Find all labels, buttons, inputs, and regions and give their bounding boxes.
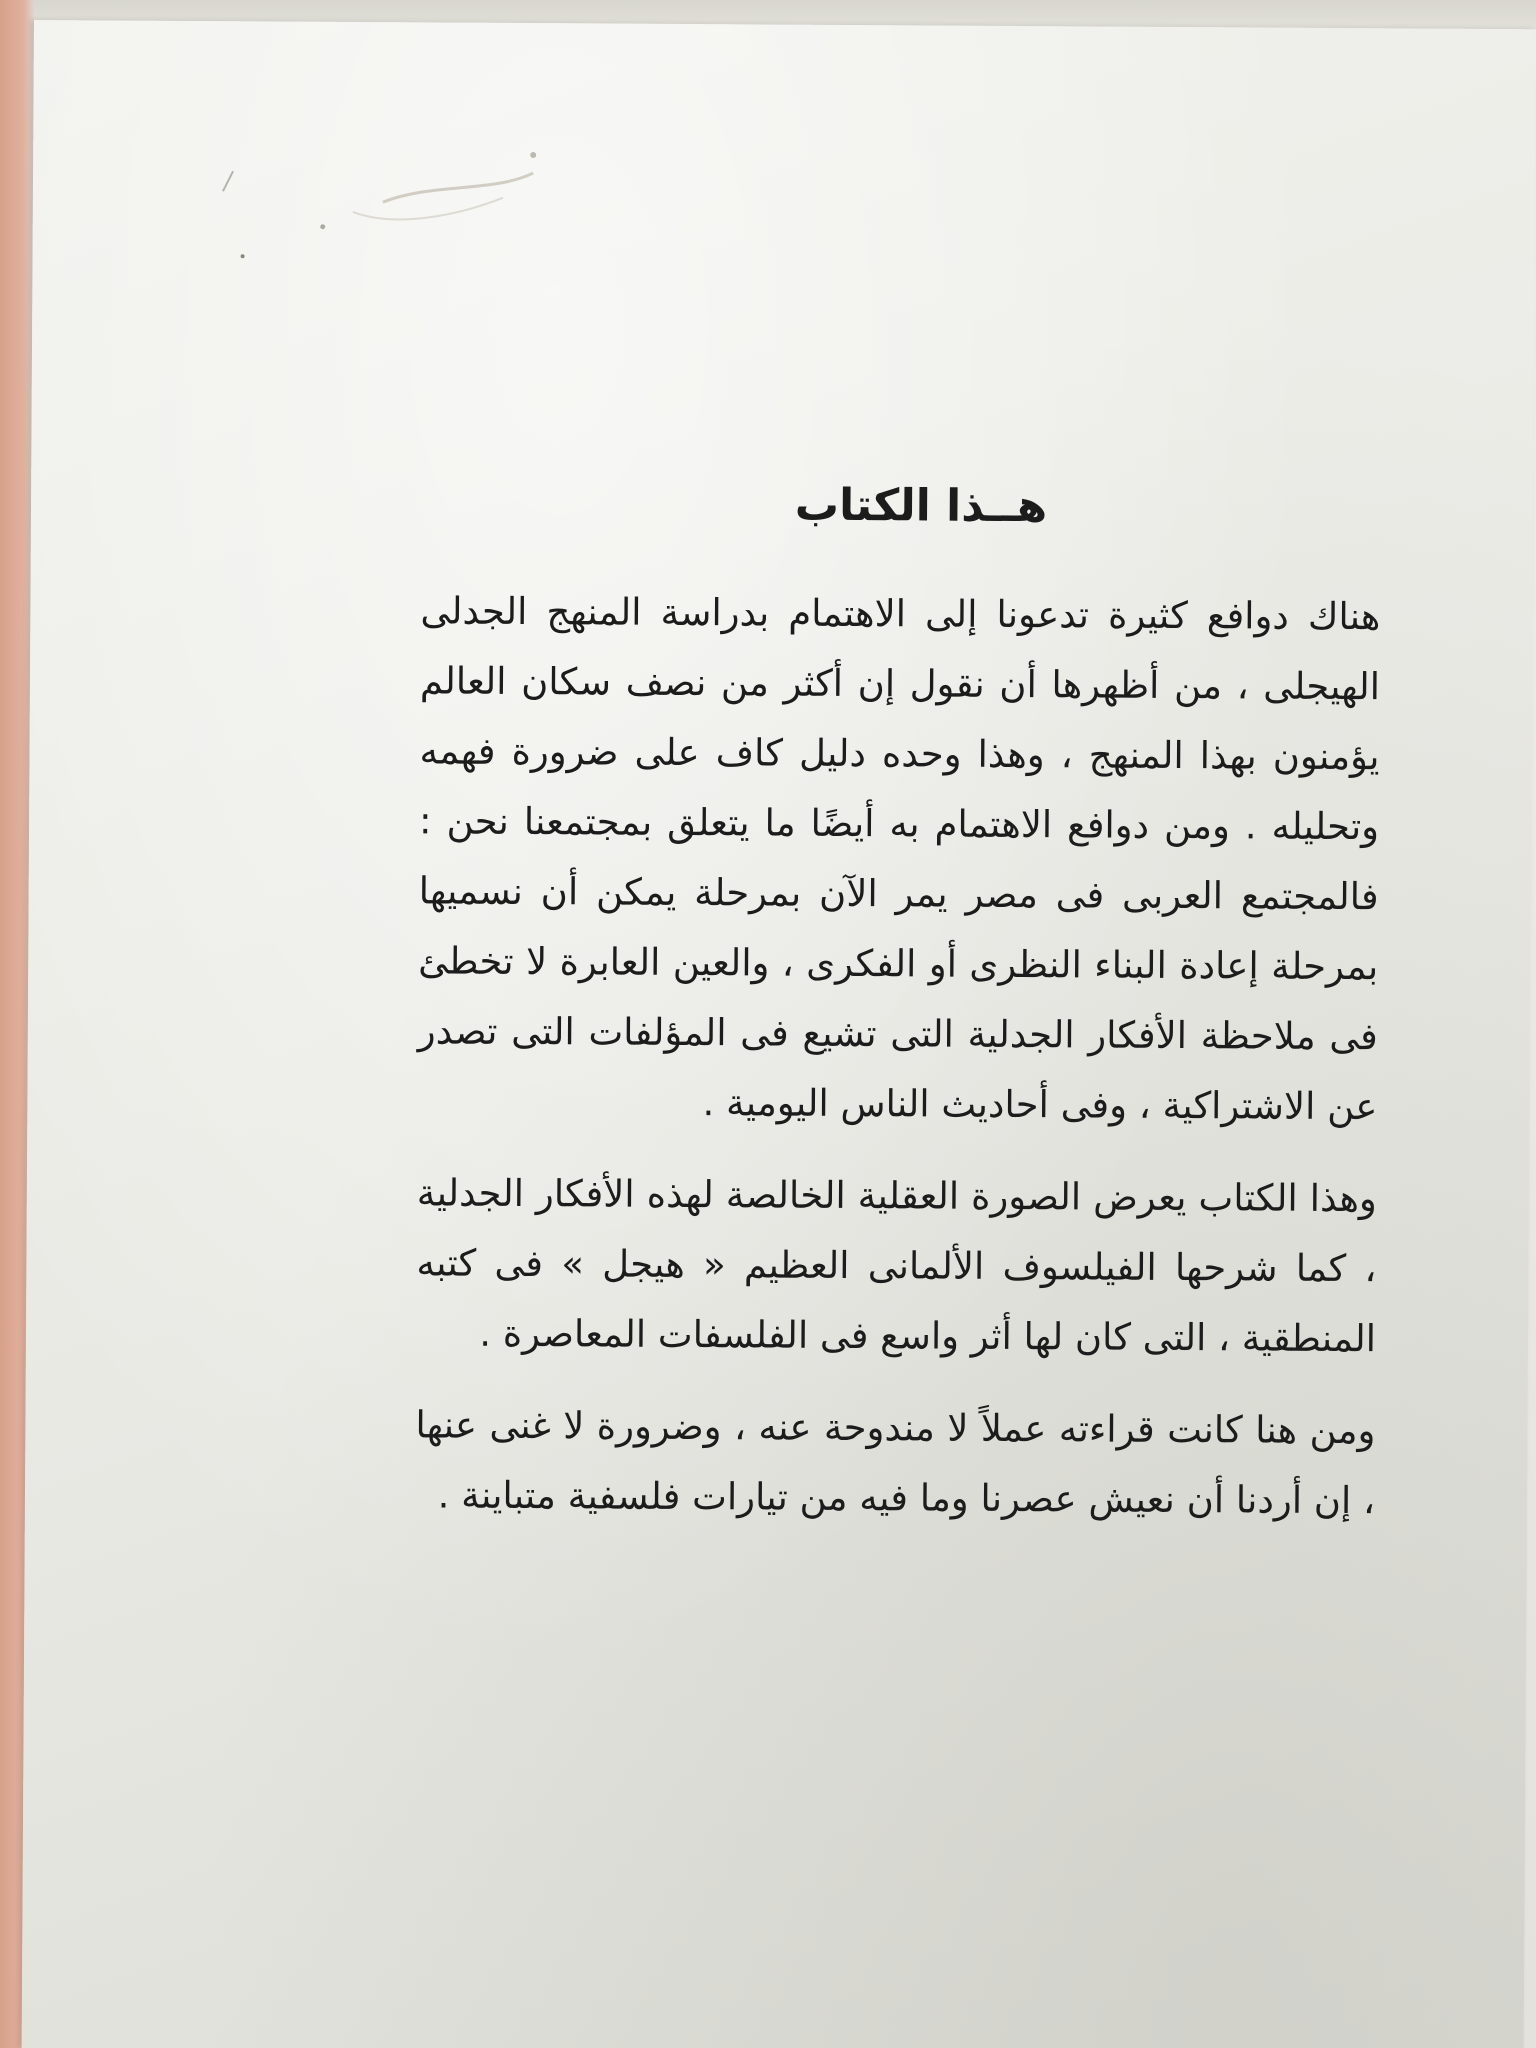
cover-text-block: [415, 477, 1381, 1536]
paragraph-1: هناك دوافع كثيرة تدعونا إلى الاهتمام بدراسة المنهج الجدلى الهيجلى ، من أظهرها أن نقول إن أكثر من نصف سكان العالم يؤمنون بهذا المنهج ، وهذا وحده دليل كاف على ضرورة فهمه وتحليله . ومن دوافع الاهتمام به أيضًا ما يتعلق بمجتمعنا نحن : فالمجتمع العربى فى مصر يمر الآن بمرحلة يمكن أن نسميها بمرحلة إعادة البناء النظرى أو الفكرى ، والعين العابرة لا تخطئ فى ملاحظة الأفكار الجدلية التى تشيع فى المؤلفات التى تصدر عن الاشتراكية ، وفى أحاديث الناس اليومية .: [417, 589, 1381, 1129]
book-back-cover: [22, 20, 1536, 2048]
paragraph-3: ومن هنا كانت قراءته عملاً لا مندوحة عنه ، وضرورة لا غنى عنها ، إن أردنا أن نعيش عصرنا وما فيه من تيارات فلسفية متباينة .: [415, 1403, 1376, 1523]
paper-stain-marks: [202, 131, 653, 274]
page-title: هــذا الكتاب: [794, 479, 1048, 533]
paragraph-2: وهذا الكتاب يعرض الصورة العقلية الخالصة لهذه الأفكار الجدلية ، كما شرحها الفيلسوف الألمانى العظيم « هيجل » فى كتبه المنطقية ، التى كان لها أثر واسع فى الفلسفات المعاصرة .: [416, 1171, 1377, 1361]
